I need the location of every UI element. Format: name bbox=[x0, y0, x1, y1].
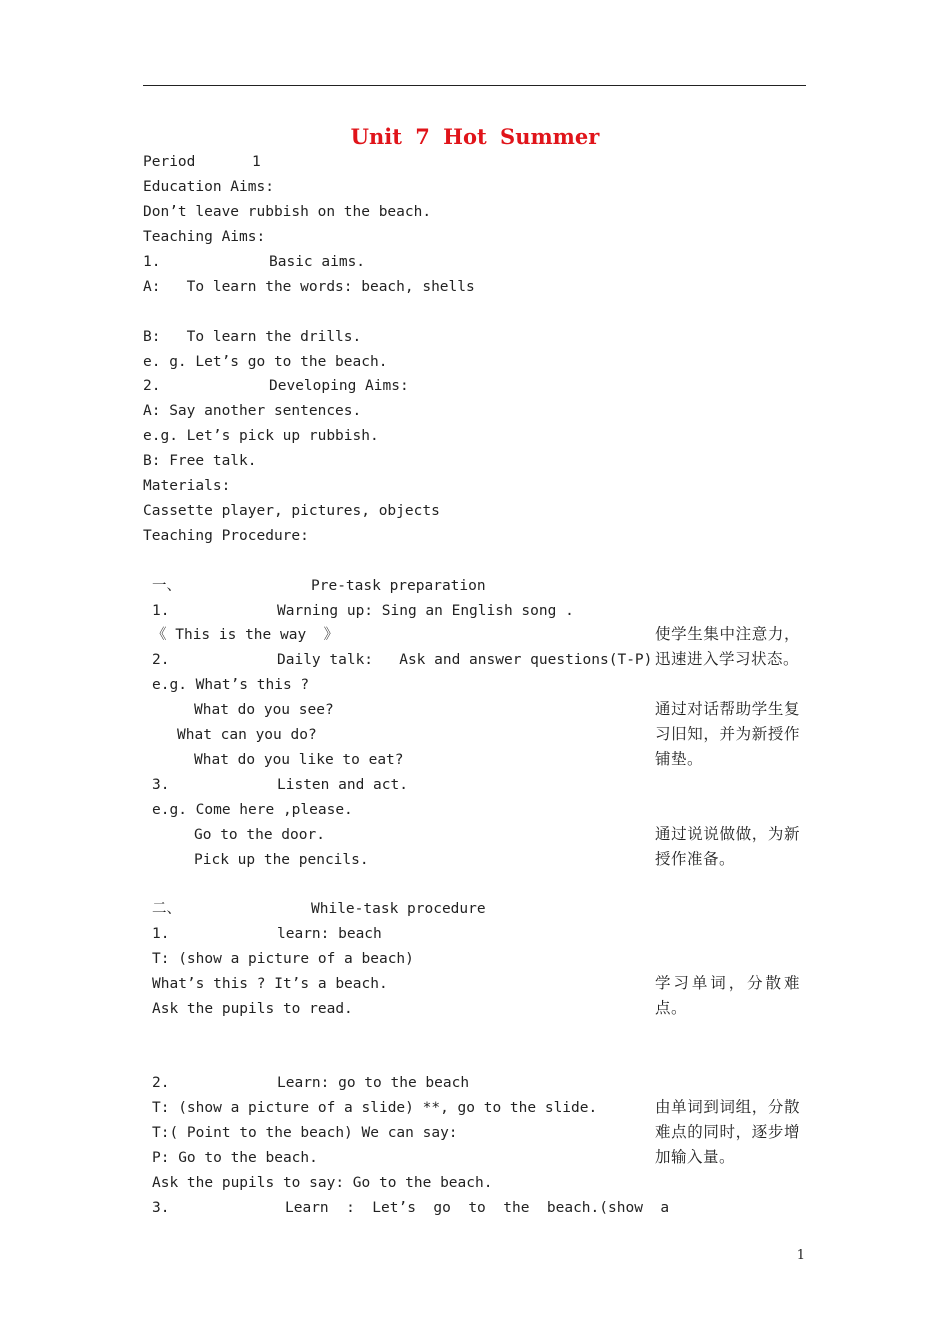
pre-task-step-2-number: 2. bbox=[152, 652, 170, 668]
while-task-step-2-line-2: T:( Point to the beach) We can say: bbox=[152, 1125, 458, 1141]
while-task-step-1-line-2: What’s this ? It’s a beach. bbox=[152, 976, 388, 992]
aim-1-text: Basic aims. bbox=[269, 254, 366, 270]
aim-2-example: e.g. Let’s pick up rubbish. bbox=[143, 428, 379, 444]
note-review-dialogue: 通过对话帮助学生复习旧知，并为新授作铺垫。 bbox=[655, 700, 800, 768]
pre-task-question-2: What do you see? bbox=[194, 702, 334, 718]
aim-2-number: 2. bbox=[143, 378, 161, 394]
document-title: Unit 7 Hot Summer bbox=[350, 124, 600, 149]
procedure-label: Teaching Procedure: bbox=[143, 528, 309, 544]
materials-label: Materials: bbox=[143, 478, 231, 494]
aim-2-text: Developing Aims: bbox=[269, 378, 409, 394]
while-task-step-1-text: learn: beach bbox=[277, 926, 382, 942]
education-aims-label: Education Aims: bbox=[143, 179, 274, 195]
while-task-step-3-number: 3. bbox=[152, 1200, 170, 1216]
while-task-step-2-line-1: T: (show a picture of a slide) **, go to the slide. bbox=[152, 1100, 598, 1116]
pre-task-command-2: Go to the door. bbox=[194, 827, 325, 843]
period-label: Period bbox=[143, 154, 196, 170]
pre-task-step-3-text: Listen and act. bbox=[277, 777, 408, 793]
aim-1-a: A: To learn the words: beach, shells bbox=[143, 279, 475, 295]
while-task-number: 二、 bbox=[152, 901, 181, 917]
page-number: 1 bbox=[796, 1248, 805, 1263]
aim-1-b: B: To learn the drills. bbox=[143, 329, 362, 345]
aim-1-number: 1. bbox=[143, 254, 161, 270]
education-aim: Don’t leave rubbish on the beach. bbox=[143, 204, 432, 220]
note-words-to-phrases: 由单词到词组，分散难点的同时，逐步增加输入量。 bbox=[655, 1098, 800, 1166]
pre-task-song-title: 《 This is the way 》 bbox=[152, 627, 339, 643]
pre-task-question-3: What can you do? bbox=[177, 727, 317, 743]
while-task-heading: While-task procedure bbox=[311, 901, 486, 917]
while-task-step-3-text: Learn : Let’s go to the beach.(show a bbox=[285, 1200, 670, 1216]
pre-task-step-1-text: Warning up: Sing an English song . bbox=[277, 603, 574, 619]
pre-task-step-1-number: 1. bbox=[152, 603, 170, 619]
pre-task-number: 一、 bbox=[152, 578, 181, 594]
pre-task-question-1: e.g. What’s this ? bbox=[152, 677, 310, 693]
while-task-step-1-line-3: Ask the pupils to read. bbox=[152, 1001, 353, 1017]
pre-task-command-1: e.g. Come here ,please. bbox=[152, 802, 353, 818]
note-learn-words: 学习单词，分散难点。 bbox=[655, 974, 800, 1017]
pre-task-heading: Pre-task preparation bbox=[311, 578, 486, 594]
header-rule bbox=[143, 85, 806, 86]
teaching-aims-label: Teaching Aims: bbox=[143, 229, 266, 245]
while-task-step-1-number: 1. bbox=[152, 926, 170, 942]
period-value: 1 bbox=[252, 154, 261, 170]
pre-task-step-3-number: 3. bbox=[152, 777, 170, 793]
pre-task-question-4: What do you like to eat? bbox=[194, 752, 404, 768]
aim-1-example: e. g. Let’s go to the beach. bbox=[143, 354, 388, 370]
aim-2-b: B: Free talk. bbox=[143, 453, 257, 469]
note-prepare-new-lesson: 通过说说做做，为新授作准备。 bbox=[655, 825, 800, 868]
while-task-step-2-line-3: P: Go to the beach. bbox=[152, 1150, 318, 1166]
while-task-step-2-line-4: Ask the pupils to say: Go to the beach. bbox=[152, 1175, 493, 1191]
pre-task-command-3: Pick up the pencils. bbox=[194, 852, 369, 868]
while-task-step-2-number: 2. bbox=[152, 1075, 170, 1091]
while-task-step-2-text: Learn: go to the beach bbox=[277, 1075, 470, 1091]
materials-items: Cassette player, pictures, objects bbox=[143, 503, 440, 519]
while-task-step-1-line-1: T: (show a picture of a beach) bbox=[152, 951, 414, 967]
note-focus-attention: 使学生集中注意力，迅速进入学习状态。 bbox=[655, 625, 800, 668]
pre-task-step-2-text: Daily talk: Ask and answer questions(T-P) bbox=[277, 652, 653, 668]
aim-2-a: A: Say another sentences. bbox=[143, 403, 362, 419]
